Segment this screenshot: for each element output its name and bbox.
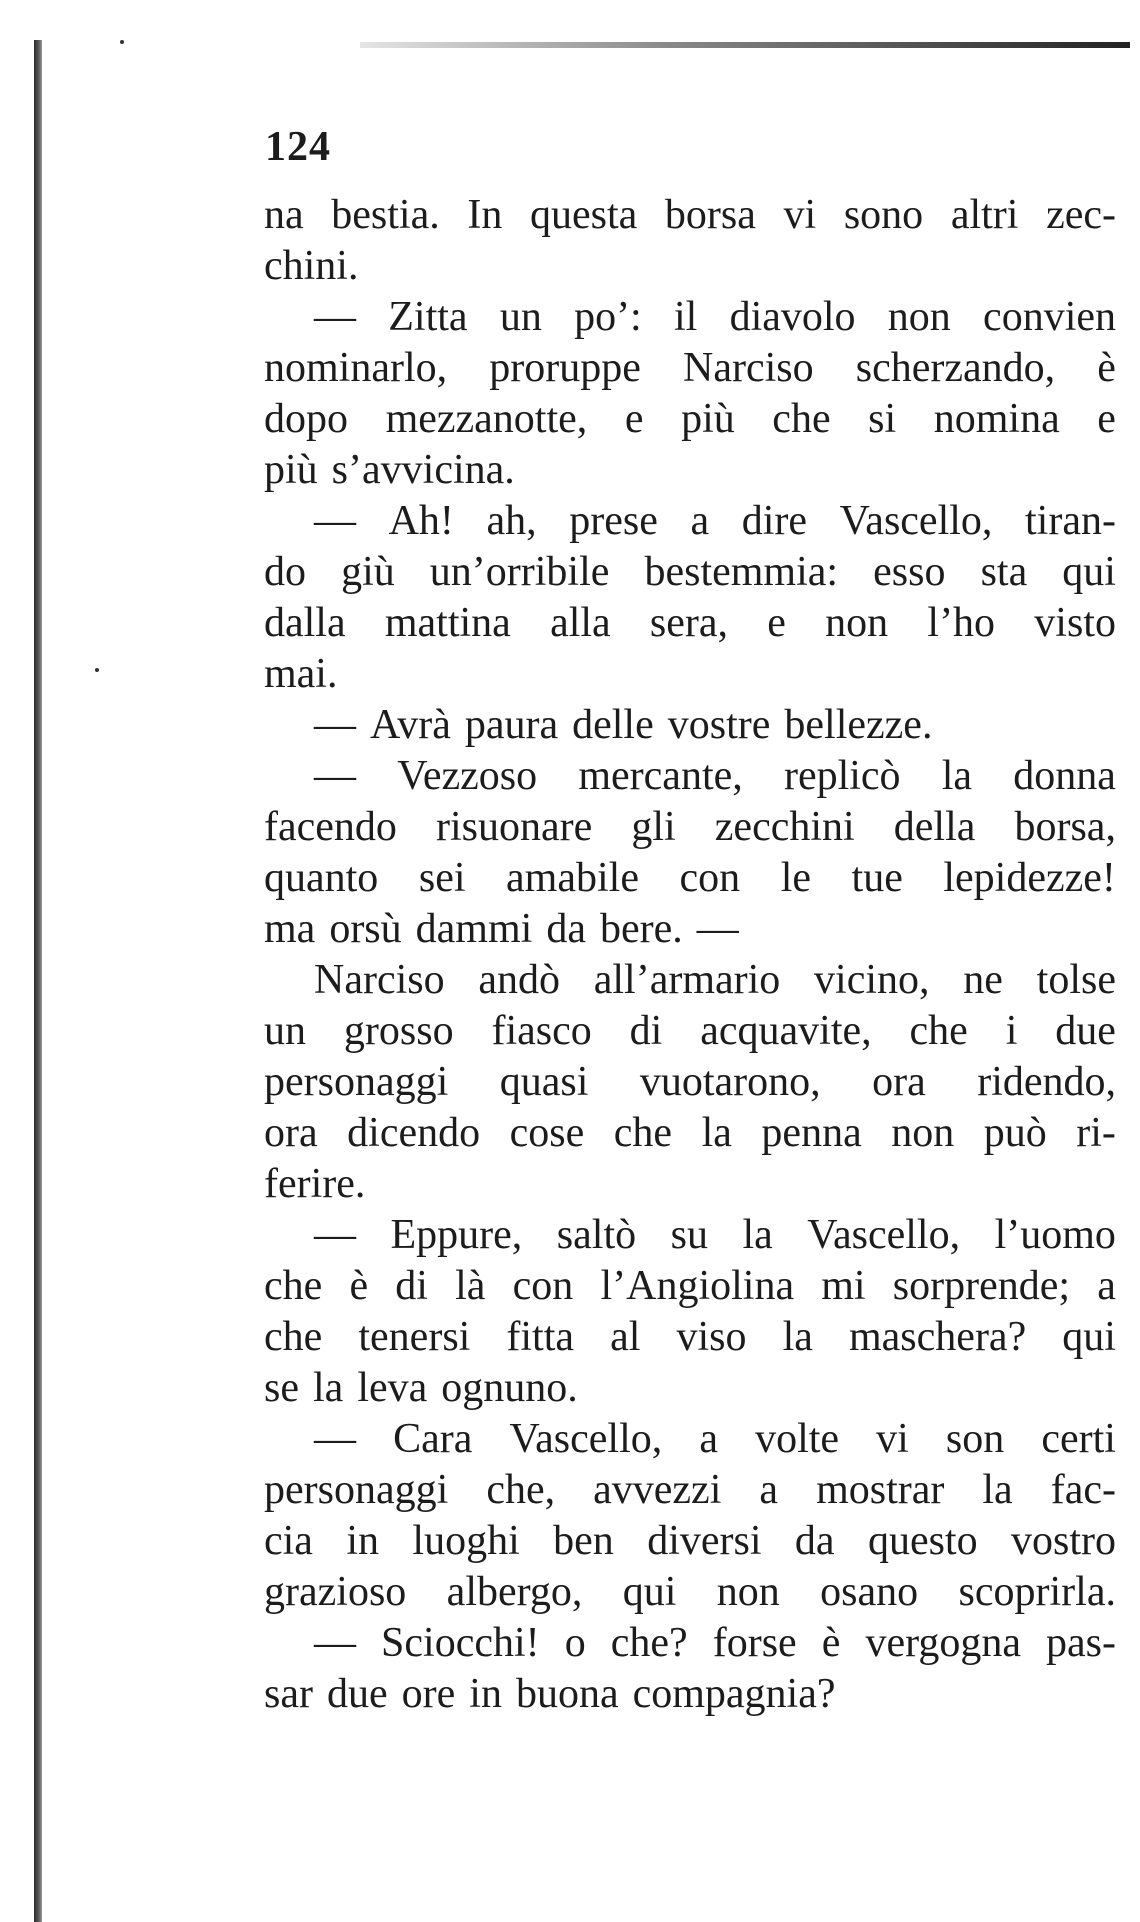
text-line: se la leva ognuno. — [264, 1365, 578, 1411]
text-line: sar due ore in buona compagnia? — [264, 1671, 836, 1717]
text-line: cia in luoghi ben diversi da questo vostro — [264, 1518, 1116, 1564]
text-line: dopo mezzanotte, e più che si nomina e — [264, 396, 1116, 442]
text-line: ora dicendo cose che la penna non può ri- — [264, 1110, 1116, 1156]
text-line: quanto sei amabile con le tue lepidezze! — [264, 855, 1116, 901]
text-line: do giù un’orribile bestemmia: esso sta qui — [264, 549, 1116, 595]
text-line: — Avrà paura delle vostre bellezze. — [314, 702, 933, 748]
text-line: nominarlo, proruppe Narciso scherzando, è — [264, 345, 1116, 391]
text-line: che è di là con l’Angiolina mi sorprende; a — [264, 1263, 1116, 1309]
text-line: — Zitta un po’: il diavolo non convien — [314, 294, 1116, 340]
text-line: ma orsù dammi da bere. — — [264, 906, 739, 952]
text-line: — Vezzoso mercante, replicò la donna — [314, 753, 1116, 799]
binding-edge — [34, 40, 42, 1922]
text-line: dalla mattina alla sera, e non l’ho visto — [264, 600, 1116, 646]
ink-speck — [95, 668, 99, 672]
text-line: mai. — [264, 651, 338, 697]
text-line: personaggi che, avvezzi a mostrar la fac- — [264, 1467, 1116, 1513]
text-line: che tenersi fitta al viso la maschera? qui — [264, 1314, 1116, 1360]
text-line: più s’avvicina. — [264, 447, 515, 493]
text-line: facendo risuonare gli zecchini della borsa, — [264, 804, 1116, 850]
text-line: — Eppure, saltò su la Vascello, l’uomo — [314, 1212, 1116, 1258]
text-line: personaggi quasi vuotarono, ora ridendo, — [264, 1059, 1116, 1105]
body-text — [264, 190, 1116, 1720]
text-line: — Ah! ah, prese a dire Vascello, tiran- — [314, 498, 1116, 544]
text-line: — Sciocchi! o che? forse è vergogna pas- — [314, 1620, 1116, 1666]
top-edge-smudge — [360, 42, 1130, 48]
text-line: chini. — [264, 243, 359, 289]
text-line: — Cara Vascello, a volte vi son certi — [314, 1416, 1116, 1462]
ink-speck — [120, 40, 124, 44]
text-line: Narciso andò all’armario vicino, ne tolse — [314, 957, 1116, 1003]
page-number: 124 — [265, 124, 331, 170]
text-line: na bestia. In questa borsa vi sono altri zec- — [264, 192, 1116, 238]
text-line: un grosso fiasco di acquavite, che i due — [264, 1008, 1116, 1054]
text-line: grazioso albergo, qui non osano scoprirla. — [264, 1569, 1116, 1615]
text-line: ferire. — [264, 1161, 366, 1207]
